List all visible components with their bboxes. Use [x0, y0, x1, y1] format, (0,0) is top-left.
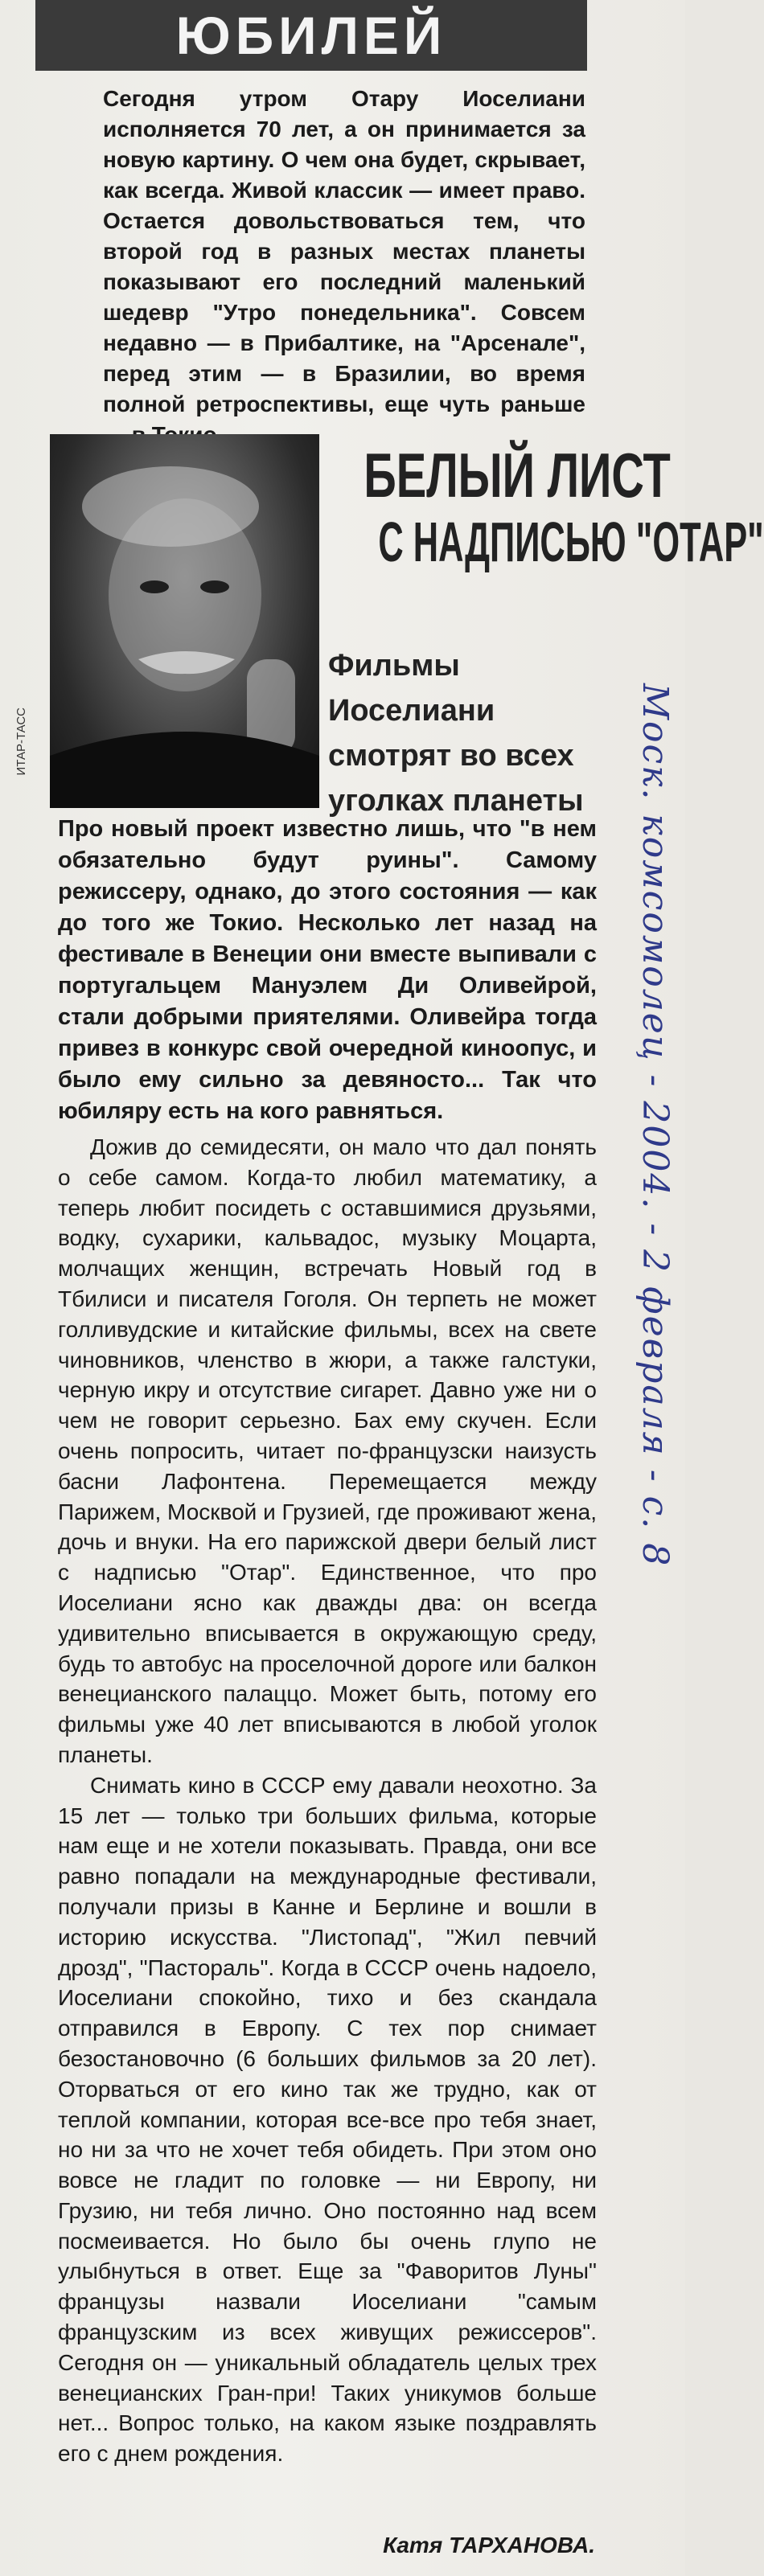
author-signature: Катя ТАРХАНОВА. — [383, 2533, 595, 2558]
handwritten-source-note: Моск. комсомолец - 2004. - 2 февраля - с. 8 — [635, 683, 676, 1568]
headline-line-1: БЕЛЫЙ ЛИСТ — [364, 440, 671, 511]
portrait-photo — [50, 434, 319, 808]
headline — [323, 440, 764, 574]
section-header-label: ЮБИЛЕЙ — [175, 6, 447, 65]
subheadline: Фильмы Иоселиани смотрят во всех уголках планеты — [328, 649, 584, 818]
body-paragraph: Дожив до семидесяти, он мало что дал понять о себе самом. Когда-то любил математику, а теперь любит посидеть с оставшимися друзьями, водку, сухарики, кальвадос, музыку Моцарта, молчащих женщин, встречать Новый год в Тбилиси и писателя Гоголя. Он терпеть не может голливудские и китайские фильмы, всех на свете чиновников, членство в жюри, а также галстуки, черную икру и отсутствие сигарет. Давно уже ни о чем не говорит серьезно. Бах ему скучен. Если очень попросить, читает по-французски наизусть басни Лафонтена. Перемещается между Парижем, Москвой и Грузией, где проживают жена, дочь и внуки. На его парижской двери белый лист с надписью "Отар". Единственное, что про Иоселиани ясно как дважды два: он всегда удивительно вписывается в окружающую среду, будь то автобус на проселочной дороге или балкон венецианского палаццо. Может быть, потому его фильмы уже 40 лет вписываются в любой уголок планеты. — [58, 1134, 597, 1767]
headline-line-2: С НАДПИСЬЮ "ОТАР" — [378, 511, 764, 573]
body-paragraph: Снимать кино в СССР ему давали неохотно. За 15 лет — только три больших фильма, которые нам еще и не хотели показывать. Правда, они все равно попадали на международные фестивали, получали призы в Канне и Берлине и вошли в историю искусства. "Листопад", "Жил певчий дрозд", "Пастораль". Когда в СССР очень надоело, Иоселиани спокойно, тихо и без скандала отправился в Европу. С тех пор снимает безостановочно (6 больших фильмов за 20 лет). Оторваться от его кино так же трудно, как от теплой компании, которая все-все про тебя знает, но ни за что не хочет тебя обидеть. При этом оно вовсе не гладит по головке — ни Европу, ни Грузию, ни тебя лично. Оно постоянно над всем посмеивается. Но было бы очень глупо не улыбнуться в ответ. Еще за "Фаворитов Луны" французы назвали Иоселиани "самым французским из всех живущих режиссеров". Сегодня он — уникальный обладатель целых трех венецианских Гран-при! Таких уникумов больше нет... Вопрос только, на каком языке поздравлять его с днем рождения. — [58, 1772, 597, 2467]
photo-credit: ИТАР-ТАСС — [14, 708, 28, 776]
portrait-illustration — [50, 434, 319, 808]
section-header — [35, 0, 587, 71]
article-body — [58, 1132, 597, 2469]
intro-paragraph: Про новый проект известно лишь, что "в нем обязательно будут руины". Самому режиссеру, однако, до этого состояния — как до того же Токио. Несколько лет назад на фестивале в Венеции они вместе выпивали с португальцем Мануэлем Ди Оливейрой, стали добрыми приятелями. Оливейра тогда привез в конкурс свой очередной киноопус, и было ему сильно за девяносто... Так что юбиляру есть на кого равняться. — [58, 816, 597, 1124]
lead-paragraph: Сегодня утром Отару Иоселиани исполняется 70 лет, а он принимается за новую картину. О чем она будет, скрывает, как всегда. Живой классик — имеет право. Остается довольствоваться тем, что второй год в разных местах планеты показывают его последний маленький шедевр "Утро понедельника". Совсем недавно — в Прибалтике, на "Арсенале", перед этим — в Бразилии, во время полной ретроспективы, еще чуть раньше — [103, 86, 585, 416]
